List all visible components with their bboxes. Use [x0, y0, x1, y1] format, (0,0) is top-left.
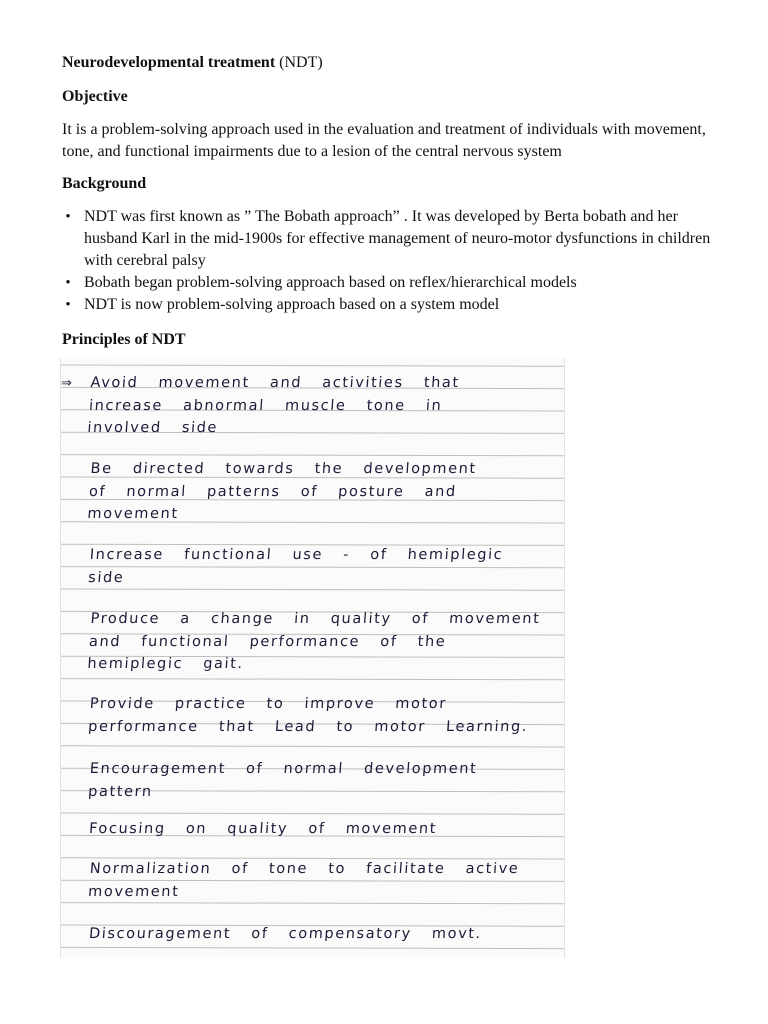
- principles-heading: Principles of NDT: [62, 331, 186, 348]
- objective-heading: Objective: [62, 88, 128, 105]
- objective-text: It is a problem-solving approach used in the evaluation and treatment of individuals with movement, tone, and functional impairments due to a lesion of the central nervous system: [62, 121, 706, 160]
- handwritten-line: and functional performance of the: [88, 633, 447, 650]
- bullet-item: [62, 294, 722, 316]
- ruled-line: [61, 813, 564, 814]
- bullet-marker: •: [65, 209, 71, 225]
- handwritten-line: Increase functional use - of hemiplegic: [89, 547, 504, 563]
- ruled-line: [61, 455, 564, 456]
- handwritten-line: Avoid movement and activities that: [90, 375, 461, 391]
- handwritten-notes-image: [60, 358, 565, 958]
- handwritten-line: Focusing on quality of movement: [88, 821, 438, 837]
- handwritten-item: [87, 758, 560, 803]
- ruled-line: [61, 365, 564, 366]
- bullet-text: NDT is now problem-solving approach based on a system model: [84, 296, 500, 313]
- ruled-line: [61, 746, 564, 747]
- document-title: [62, 54, 323, 72]
- handwritten-line: Encouragement of normal development: [89, 761, 478, 777]
- handwritten-line: performance that Lead to motor Learning.: [87, 718, 529, 735]
- handwritten-item: [87, 544, 560, 589]
- handwritten-line: Normalization of tone to facilitate active: [89, 861, 520, 877]
- background-bullet-list: [62, 206, 722, 316]
- handwritten-line: Be directed towards the development: [90, 461, 478, 477]
- handwritten-line: side: [87, 569, 125, 586]
- arrow-icon: ⇒: [61, 376, 72, 391]
- ruled-line: [61, 947, 564, 948]
- handwritten-item: [87, 372, 562, 440]
- handwritten-item: [87, 693, 560, 738]
- bullet-item: [62, 272, 722, 294]
- handwritten-item: [88, 818, 560, 841]
- handwritten-item: [87, 458, 562, 526]
- handwritten-item: [87, 608, 562, 676]
- title-suffix: (NDT): [275, 54, 323, 71]
- bullet-text: Bobath began problem-solving approach based on reflex/hierarchical models: [84, 274, 577, 291]
- handwritten-item: [87, 858, 560, 903]
- handwritten-line: pattern: [87, 783, 154, 800]
- title-bold: Neurodevelopmental treatment: [62, 54, 276, 71]
- handwritten-line: movement: [87, 883, 181, 900]
- ruled-line: [61, 589, 564, 590]
- handwritten-line: hemiplegic gait.: [86, 656, 245, 672]
- bullet-marker: •: [65, 275, 71, 291]
- bullet-item: [62, 206, 722, 272]
- handwritten-line: increase abnormal muscle tone in: [88, 397, 443, 414]
- handwritten-line: involved side: [86, 420, 219, 436]
- bullet-text: NDT was first known as ” The Bobath approach” . It was developed by Berta bobath and her husband Karl in the mid-1900s for effective management of neuro-motor dysfunctions in children with cerebral palsy: [84, 208, 711, 269]
- handwritten-line: Provide practice to improve motor: [89, 696, 448, 712]
- handwritten-line: Discouragement of compensatory movt.: [88, 926, 483, 942]
- bullet-marker: •: [65, 297, 71, 313]
- handwritten-line: of normal patterns of posture and: [88, 483, 458, 500]
- handwritten-line: movement: [86, 506, 180, 522]
- ruled-line: [61, 679, 564, 680]
- handwritten-item: [88, 923, 560, 946]
- background-heading: Background: [62, 175, 147, 192]
- handwritten-line: Produce a change in quality of movement: [90, 611, 541, 627]
